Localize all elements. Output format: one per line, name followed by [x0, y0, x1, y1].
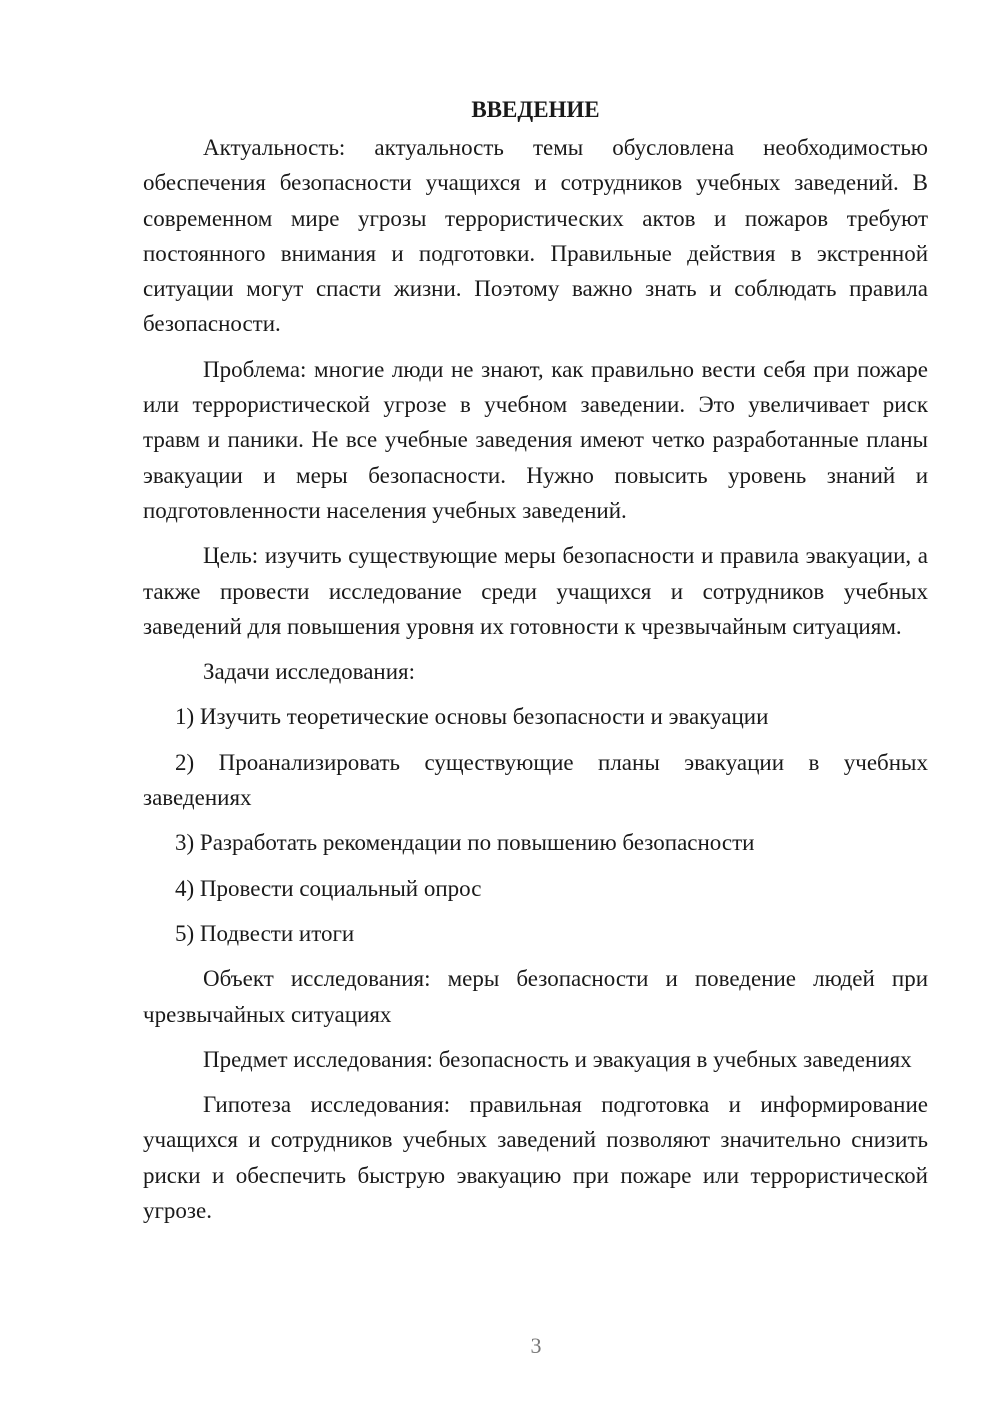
list-item: 5) Подвести итоги — [175, 920, 355, 946]
paragraph-relevance: Актуальность: актуальность темы обусловлена необходимостью обеспечения безопасности учащихся и сотрудников учебных заведений. В современном мире угрозы террористических актов и пожаров требуют постоянного внимания и подготовки. Правильные действия в экстренной ситуации могут спасти жизни. Поэтому важно знать и соблюдать правила безопасности. — [143, 135, 928, 337]
paragraph-problem: Проблема: многие люди не знают, как правильно вести себя при пожаре или террористической угрозе в учебном заведении. Это увеличивает риск травм и паники. Не все учебные заведения имеют четко разработанные планы эвакуации и меры безопасности. Нужно повысить уровень знаний и подготовленности населения учебных заведений. — [143, 356, 928, 523]
paragraph-object: Объект исследования: меры безопасности и поведение людей при чрезвычайных ситуациях — [143, 966, 928, 1027]
paragraph-goal: Цель: изучить существующие меры безопасности и правила эвакуации, а также провести исследование среди учащихся и сотрудников учебных заведений для повышения уровня их готовности к чрезвычайным ситуациям. — [143, 543, 928, 639]
list-item: 2) Проанализировать существующие планы эвакуации в учебных заведениях — [143, 749, 928, 811]
list-item: 1) Изучить теоретические основы безопасности и эвакуации — [175, 704, 769, 730]
page-number: 3 — [530, 1333, 542, 1358]
paragraph-hypothesis: Гипотеза исследования: правильная подготовка и информирование учащихся и сотрудников учебных заведений позволяют значительно снизить риски и обеспечить быструю эвакуацию при пожаре или террористической угрозе. — [143, 1092, 928, 1224]
page-title: ВВЕДЕНИЕ — [471, 97, 600, 122]
tasks-list — [143, 699, 928, 951]
list-item: 4) Провести социальный опрос — [175, 875, 482, 901]
paragraph-subject: Предмет исследования: безопасность и эвакуация в учебных заведениях — [203, 1046, 912, 1072]
list-item: 3) Разработать рекомендации по повышению безопасности — [175, 830, 755, 856]
document-page — [143, 92, 928, 1238]
tasks-heading: Задачи исследования: — [203, 659, 416, 685]
